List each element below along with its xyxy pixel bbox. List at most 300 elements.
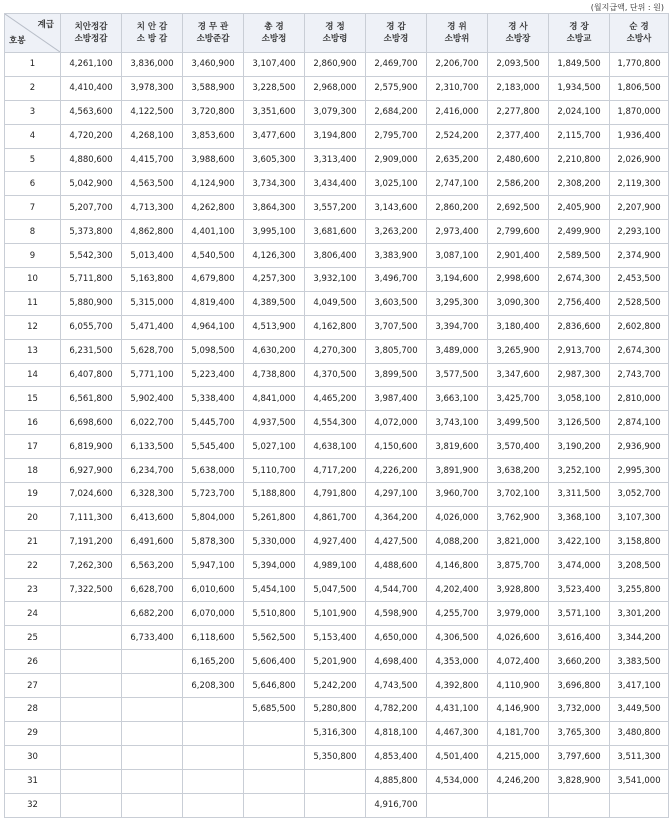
salary-cell: 1,806,500	[610, 76, 669, 100]
salary-cell: 4,364,200	[366, 506, 427, 530]
police-rank-label: 총 경	[264, 22, 284, 32]
salary-cell: 4,122,500	[122, 100, 183, 124]
salary-cell: 3,087,100	[427, 244, 488, 268]
header-row	[5, 14, 669, 53]
salary-cell: 5,685,500	[244, 698, 305, 722]
table-row	[5, 650, 669, 674]
salary-cell: 4,630,200	[244, 339, 305, 363]
salary-cell: 2,936,900	[610, 435, 669, 459]
salary-cell: 4,072,400	[488, 650, 549, 674]
salary-cell: 5,902,400	[122, 387, 183, 411]
salary-cell: 4,261,100	[61, 53, 122, 77]
salary-cell: 4,927,400	[305, 530, 366, 554]
salary-cell: 5,723,700	[183, 483, 244, 507]
salary-cell: 5,013,400	[122, 244, 183, 268]
salary-cell: 3,190,200	[549, 435, 610, 459]
step-cell: 1	[5, 53, 61, 77]
salary-cell: 7,191,200	[61, 530, 122, 554]
step-cell: 12	[5, 315, 61, 339]
salary-cell: 4,026,000	[427, 506, 488, 530]
salary-cell: 6,070,000	[183, 602, 244, 626]
salary-cell: 5,638,000	[183, 459, 244, 483]
salary-cell: 4,563,600	[61, 100, 122, 124]
salary-cell: 4,306,500	[427, 626, 488, 650]
table-row	[5, 387, 669, 411]
salary-cell	[122, 769, 183, 793]
salary-cell: 6,022,700	[122, 411, 183, 435]
table-row	[5, 172, 669, 196]
step-cell: 3	[5, 100, 61, 124]
salary-cell: 3,732,000	[549, 698, 610, 722]
step-cell: 22	[5, 554, 61, 578]
salary-cell: 3,987,400	[366, 387, 427, 411]
salary-cell	[61, 698, 122, 722]
salary-cell: 4,215,000	[488, 745, 549, 769]
table-row	[5, 459, 669, 483]
salary-cell: 7,262,300	[61, 554, 122, 578]
salary-cell: 5,646,800	[244, 674, 305, 698]
salary-cell: 3,265,900	[488, 339, 549, 363]
salary-cell: 3,313,400	[305, 148, 366, 172]
salary-cell: 4,885,800	[366, 769, 427, 793]
step-cell: 2	[5, 76, 61, 100]
salary-cell	[427, 793, 488, 817]
salary-cell: 3,734,300	[244, 172, 305, 196]
salary-cell: 5,628,700	[122, 339, 183, 363]
step-cell: 26	[5, 650, 61, 674]
corner-header	[5, 14, 61, 53]
salary-cell: 1,934,500	[549, 76, 610, 100]
salary-cell: 2,747,100	[427, 172, 488, 196]
salary-cell: 3,477,600	[244, 124, 305, 148]
table-row	[5, 76, 669, 100]
salary-cell	[61, 650, 122, 674]
salary-cell: 3,255,800	[610, 578, 669, 602]
table-row	[5, 435, 669, 459]
salary-cell: 3,988,600	[183, 148, 244, 172]
corner-step-label: 호봉	[9, 36, 26, 46]
salary-cell: 4,554,300	[305, 411, 366, 435]
step-cell: 7	[5, 196, 61, 220]
salary-cell: 3,743,100	[427, 411, 488, 435]
salary-cell: 3,208,500	[610, 554, 669, 578]
salary-cell: 6,407,800	[61, 363, 122, 387]
table-row	[5, 698, 669, 722]
salary-cell: 3,460,900	[183, 53, 244, 77]
salary-cell: 4,782,200	[366, 698, 427, 722]
salary-cell: 2,183,000	[488, 76, 549, 100]
step-cell: 17	[5, 435, 61, 459]
table-row	[5, 554, 669, 578]
step-cell: 13	[5, 339, 61, 363]
salary-cell	[183, 745, 244, 769]
table-row	[5, 244, 669, 268]
column-header	[549, 14, 610, 53]
salary-cell: 4,791,800	[305, 483, 366, 507]
salary-cell: 5,261,800	[244, 506, 305, 530]
unit-note: (월지급액, 단위 : 원)	[590, 3, 664, 12]
salary-cell: 4,534,000	[427, 769, 488, 793]
salary-cell: 3,025,100	[366, 172, 427, 196]
police-rank-label: 경 감	[386, 22, 406, 32]
salary-cell: 4,720,200	[61, 124, 122, 148]
salary-cell: 5,880,900	[61, 291, 122, 315]
salary-cell: 7,111,300	[61, 506, 122, 530]
salary-cell: 3,720,800	[183, 100, 244, 124]
fire-rank-label: 소방교	[566, 34, 592, 44]
table-row	[5, 626, 669, 650]
salary-cell: 4,598,900	[366, 602, 427, 626]
salary-cell: 7,024,600	[61, 483, 122, 507]
salary-cell: 4,226,200	[366, 459, 427, 483]
salary-cell: 2,987,300	[549, 363, 610, 387]
table-row	[5, 220, 669, 244]
salary-cell: 4,353,000	[427, 650, 488, 674]
salary-cell: 3,090,300	[488, 291, 549, 315]
step-cell: 4	[5, 124, 61, 148]
salary-cell: 3,557,200	[305, 196, 366, 220]
salary-cell: 2,308,200	[549, 172, 610, 196]
table-header	[5, 14, 669, 53]
fire-rank-label: 소방장	[505, 34, 531, 44]
salary-cell: 3,107,400	[244, 53, 305, 77]
salary-cell: 2,277,800	[488, 100, 549, 124]
salary-cell: 5,545,400	[183, 435, 244, 459]
salary-cell: 3,228,500	[244, 76, 305, 100]
salary-cell: 2,874,100	[610, 411, 669, 435]
salary-cell: 3,523,400	[549, 578, 610, 602]
table-row	[5, 411, 669, 435]
salary-cell: 2,860,900	[305, 53, 366, 77]
salary-cell: 3,663,100	[427, 387, 488, 411]
salary-cell: 5,098,500	[183, 339, 244, 363]
salary-cell: 3,797,600	[549, 745, 610, 769]
salary-cell: 3,616,400	[549, 626, 610, 650]
salary-cell: 3,577,500	[427, 363, 488, 387]
salary-cell: 3,891,900	[427, 459, 488, 483]
salary-cell: 2,293,100	[610, 220, 669, 244]
salary-cell: 4,818,100	[366, 721, 427, 745]
salary-cell	[244, 721, 305, 745]
salary-cell: 3,295,300	[427, 291, 488, 315]
salary-cell: 2,684,200	[366, 100, 427, 124]
fire-rank-label: 소방정감	[74, 34, 108, 44]
step-cell: 19	[5, 483, 61, 507]
column-header	[427, 14, 488, 53]
salary-cell: 4,401,100	[183, 220, 244, 244]
salary-cell	[122, 674, 183, 698]
step-cell: 21	[5, 530, 61, 554]
step-cell: 9	[5, 244, 61, 268]
salary-cell: 2,674,300	[549, 268, 610, 292]
salary-cell: 5,242,200	[305, 674, 366, 698]
step-cell: 11	[5, 291, 61, 315]
salary-cell: 3,541,000	[610, 769, 669, 793]
salary-cell: 6,118,600	[183, 626, 244, 650]
salary-cell: 6,208,300	[183, 674, 244, 698]
salary-cell: 3,496,700	[366, 268, 427, 292]
salary-cell: 2,589,500	[549, 244, 610, 268]
salary-cell: 5,223,400	[183, 363, 244, 387]
salary-cell: 6,927,900	[61, 459, 122, 483]
salary-cell: 4,698,400	[366, 650, 427, 674]
salary-cell: 2,586,200	[488, 172, 549, 196]
salary-cell: 4,410,400	[61, 76, 122, 100]
salary-cell: 3,570,400	[488, 435, 549, 459]
table-row	[5, 148, 669, 172]
step-cell: 24	[5, 602, 61, 626]
salary-cell: 3,681,600	[305, 220, 366, 244]
salary-cell: 1,936,400	[610, 124, 669, 148]
step-cell: 27	[5, 674, 61, 698]
salary-cell: 3,511,300	[610, 745, 669, 769]
table-row	[5, 793, 669, 817]
police-rank-label: 경 정	[325, 22, 345, 32]
step-cell: 32	[5, 793, 61, 817]
salary-cell: 3,425,700	[488, 387, 549, 411]
salary-cell: 4,072,000	[366, 411, 427, 435]
salary-cell: 6,563,200	[122, 554, 183, 578]
salary-cell: 3,928,800	[488, 578, 549, 602]
salary-cell: 4,431,100	[427, 698, 488, 722]
salary-cell: 5,316,300	[305, 721, 366, 745]
salary-cell: 3,932,100	[305, 268, 366, 292]
salary-cell: 2,860,200	[427, 196, 488, 220]
step-cell: 20	[5, 506, 61, 530]
salary-cell: 5,947,100	[183, 554, 244, 578]
salary-cell: 6,682,200	[122, 602, 183, 626]
salary-cell: 3,765,300	[549, 721, 610, 745]
salary-cell	[183, 769, 244, 793]
salary-cell: 4,297,100	[366, 483, 427, 507]
salary-cell: 4,513,900	[244, 315, 305, 339]
salary-cell: 5,606,400	[244, 650, 305, 674]
salary-cell: 2,374,900	[610, 244, 669, 268]
police-rank-label: 경 장	[569, 22, 589, 32]
table-row	[5, 53, 669, 77]
salary-cell	[122, 793, 183, 817]
salary-cell: 6,561,800	[61, 387, 122, 411]
salary-cell: 5,471,400	[122, 315, 183, 339]
salary-cell: 2,635,200	[427, 148, 488, 172]
salary-cell: 6,628,700	[122, 578, 183, 602]
salary-cell	[61, 674, 122, 698]
step-cell: 8	[5, 220, 61, 244]
salary-cell: 5,711,800	[61, 268, 122, 292]
salary-cell: 5,394,000	[244, 554, 305, 578]
salary-cell: 5,330,000	[244, 530, 305, 554]
salary-cell: 3,480,800	[610, 721, 669, 745]
salary-cell: 3,344,200	[610, 626, 669, 650]
step-cell: 16	[5, 411, 61, 435]
table-row	[5, 268, 669, 292]
police-rank-label: 치안정감	[74, 22, 108, 32]
step-cell: 28	[5, 698, 61, 722]
salary-cell: 3,836,000	[122, 53, 183, 77]
salary-cell: 3,143,600	[366, 196, 427, 220]
salary-cell: 4,262,800	[183, 196, 244, 220]
salary-cell: 6,055,700	[61, 315, 122, 339]
salary-cell: 1,870,000	[610, 100, 669, 124]
salary-cell: 5,804,000	[183, 506, 244, 530]
salary-cell: 4,126,300	[244, 244, 305, 268]
column-header	[244, 14, 305, 53]
fire-rank-label: 소방령	[322, 34, 348, 44]
salary-cell: 4,862,800	[122, 220, 183, 244]
salary-cell: 2,795,700	[366, 124, 427, 148]
column-header	[305, 14, 366, 53]
salary-cell: 3,660,200	[549, 650, 610, 674]
table-row	[5, 721, 669, 745]
salary-cell	[61, 626, 122, 650]
salary-cell	[610, 793, 669, 817]
salary-cell	[122, 721, 183, 745]
salary-cell: 3,449,500	[610, 698, 669, 722]
salary-cell: 2,528,500	[610, 291, 669, 315]
salary-cell: 3,995,100	[244, 220, 305, 244]
salary-cell: 6,328,300	[122, 483, 183, 507]
salary-cell: 3,605,300	[244, 148, 305, 172]
salary-cell: 6,234,700	[122, 459, 183, 483]
salary-cell: 3,828,900	[549, 769, 610, 793]
column-header	[366, 14, 427, 53]
salary-cell: 3,806,400	[305, 244, 366, 268]
salary-cell: 4,150,600	[366, 435, 427, 459]
salary-cell: 6,413,600	[122, 506, 183, 530]
salary-cell: 3,821,000	[488, 530, 549, 554]
salary-cell: 6,165,200	[183, 650, 244, 674]
salary-cell: 2,756,400	[549, 291, 610, 315]
salary-cell: 4,650,000	[366, 626, 427, 650]
salary-cell: 3,351,600	[244, 100, 305, 124]
salary-cell: 2,674,300	[610, 339, 669, 363]
salary-cell: 2,968,000	[305, 76, 366, 100]
police-rank-label: 경 사	[508, 22, 528, 32]
corner-rank-label: 계급	[37, 20, 54, 30]
table-row	[5, 339, 669, 363]
step-cell: 30	[5, 745, 61, 769]
salary-cell: 5,047,500	[305, 578, 366, 602]
salary-cell: 5,042,900	[61, 172, 122, 196]
salary-cell: 3,499,500	[488, 411, 549, 435]
salary-cell: 4,964,100	[183, 315, 244, 339]
fire-rank-label: 소 방 감	[136, 34, 168, 44]
salary-cell: 4,246,200	[488, 769, 549, 793]
table-row	[5, 530, 669, 554]
salary-cell: 2,119,300	[610, 172, 669, 196]
salary-cell: 3,864,300	[244, 196, 305, 220]
salary-cell	[183, 721, 244, 745]
salary-cell: 3,383,900	[366, 244, 427, 268]
salary-cell	[549, 793, 610, 817]
salary-cell: 1,770,800	[610, 53, 669, 77]
salary-cell: 2,093,500	[488, 53, 549, 77]
column-header	[610, 14, 669, 53]
salary-cell: 3,875,700	[488, 554, 549, 578]
step-cell: 15	[5, 387, 61, 411]
salary-cell: 2,207,900	[610, 196, 669, 220]
salary-cell: 4,679,800	[183, 268, 244, 292]
salary-cell: 3,702,100	[488, 483, 549, 507]
salary-cell: 2,692,500	[488, 196, 549, 220]
salary-cell: 1,849,500	[549, 53, 610, 77]
salary-cell: 5,445,700	[183, 411, 244, 435]
salary-cell: 3,638,200	[488, 459, 549, 483]
salary-cell: 4,415,700	[122, 148, 183, 172]
salary-cell: 3,079,300	[305, 100, 366, 124]
salary-cell: 4,255,700	[427, 602, 488, 626]
step-cell: 10	[5, 268, 61, 292]
salary-cell: 2,310,700	[427, 76, 488, 100]
salary-cell: 3,383,500	[610, 650, 669, 674]
salary-cell: 3,603,500	[366, 291, 427, 315]
salary-cell: 2,524,200	[427, 124, 488, 148]
fire-rank-label: 소방준감	[196, 34, 230, 44]
salary-cell: 4,717,200	[305, 459, 366, 483]
table-row	[5, 196, 669, 220]
salary-cell: 3,762,900	[488, 506, 549, 530]
police-rank-label: 경 무 관	[197, 22, 229, 32]
salary-cell: 4,257,300	[244, 268, 305, 292]
salary-cell: 4,392,800	[427, 674, 488, 698]
salary-cell: 2,469,700	[366, 53, 427, 77]
salary-cell: 3,347,600	[488, 363, 549, 387]
table-row	[5, 506, 669, 530]
salary-cell	[61, 745, 122, 769]
salary-cell	[122, 698, 183, 722]
salary-cell: 3,394,700	[427, 315, 488, 339]
salary-cell: 3,571,100	[549, 602, 610, 626]
salary-cell: 3,434,400	[305, 172, 366, 196]
step-cell: 14	[5, 363, 61, 387]
salary-cell	[61, 793, 122, 817]
salary-cell: 4,268,100	[122, 124, 183, 148]
salary-cell	[122, 745, 183, 769]
salary-cell: 3,489,000	[427, 339, 488, 363]
salary-cell: 2,575,900	[366, 76, 427, 100]
salary-cell: 3,180,400	[488, 315, 549, 339]
salary-cell: 5,878,300	[183, 530, 244, 554]
salary-cell: 5,454,100	[244, 578, 305, 602]
table-row	[5, 124, 669, 148]
salary-cell: 6,231,500	[61, 339, 122, 363]
salary-cell: 5,110,700	[244, 459, 305, 483]
salary-cell: 4,427,500	[366, 530, 427, 554]
salary-cell: 2,973,400	[427, 220, 488, 244]
salary-cell: 4,110,900	[488, 674, 549, 698]
salary-cell: 6,010,600	[183, 578, 244, 602]
salary-cell: 4,202,400	[427, 578, 488, 602]
salary-cell: 2,602,800	[610, 315, 669, 339]
salary-cell: 4,162,800	[305, 315, 366, 339]
table-row	[5, 578, 669, 602]
salary-cell: 5,338,400	[183, 387, 244, 411]
salary-cell: 3,194,800	[305, 124, 366, 148]
table-row	[5, 745, 669, 769]
salary-cell: 4,841,000	[244, 387, 305, 411]
salary-cell: 6,491,600	[122, 530, 183, 554]
salary-cell: 3,058,100	[549, 387, 610, 411]
salary-cell: 2,499,900	[549, 220, 610, 244]
salary-cell: 3,252,100	[549, 459, 610, 483]
salary-cell: 2,210,800	[549, 148, 610, 172]
salary-cell: 2,836,600	[549, 315, 610, 339]
step-cell: 5	[5, 148, 61, 172]
salary-cell: 5,542,300	[61, 244, 122, 268]
salary-cell: 3,301,200	[610, 602, 669, 626]
salary-cell: 3,263,200	[366, 220, 427, 244]
salary-cell: 5,201,900	[305, 650, 366, 674]
